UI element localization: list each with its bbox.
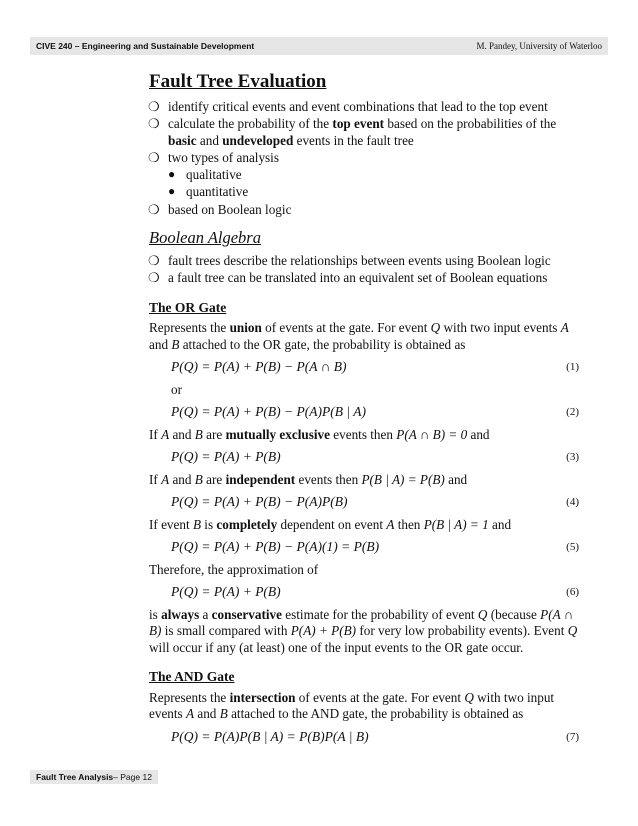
equation-number: (6) <box>566 586 579 598</box>
bullet-text: based on the probabilities of the <box>384 116 557 131</box>
equation-6 <box>171 584 579 601</box>
bullet-text: calculate the probability of the <box>168 116 333 131</box>
equation-text: P(Q) = P(A) + P(B) − P(A)P(B | A) <box>171 404 366 419</box>
equation-3 <box>171 449 579 466</box>
list-item <box>149 99 579 116</box>
circle-bullet-icon: ❍ <box>148 270 160 285</box>
or-gate-intro: Represents the union of events at the gate. For event Q with two input events A and B attached to the OR gate, the probability is obtained as <box>149 320 569 352</box>
equation-number: (2) <box>566 406 579 418</box>
equation-number: (4) <box>566 496 579 508</box>
bold-term: top event <box>332 116 385 131</box>
circle-bullet-icon: ❍ <box>148 150 160 165</box>
equation-number: (7) <box>566 730 579 743</box>
equation-number: (1) <box>566 361 579 373</box>
bullet-text: qualitative <box>186 166 242 182</box>
circle-bullet-icon: ❍ <box>148 116 160 131</box>
bullet-text: quantitative <box>186 184 249 199</box>
equation-text: P(Q) = P(A) + P(B) <box>171 449 281 464</box>
bullet-text: a fault tree can be translated into an equivalent set of Boolean equations <box>168 270 548 285</box>
dot-bullet-icon: ● <box>168 184 176 198</box>
equation-text: P(Q) = P(A)P(B | A) = P(B)P(A | B) <box>171 728 369 744</box>
bold-term: undeveloped <box>222 132 294 148</box>
completely-dependent-condition: If event B is completely dependent on event A then P(B | A) = 1 and <box>149 516 512 532</box>
bullet-text: fault trees describe the relationships between events using Boolean logic <box>168 252 551 268</box>
list-item <box>149 253 579 270</box>
list-item <box>149 116 579 149</box>
circle-bullet-icon: ❍ <box>148 98 160 114</box>
sub-list-item <box>168 167 579 184</box>
equation-7 <box>171 729 579 746</box>
dot-bullet-icon: ● <box>168 166 176 181</box>
and-gate-intro: Represents the intersection of events at the gate. For event Q with two input events A and B attached to the AND gate, the probability is obtained as <box>149 689 555 721</box>
section-heading-and-gate: The AND Gate <box>149 669 235 684</box>
equation-1 <box>171 359 579 376</box>
bold-term: basic <box>168 132 197 148</box>
section-heading-or-gate: The OR Gate <box>149 299 227 315</box>
independent-condition: If A and B are independent events then P(B | A) = P(B) and <box>149 471 468 487</box>
page-title: Fault Tree Evaluation <box>149 71 327 92</box>
bullet-text: based on Boolean logic <box>168 201 292 217</box>
equation-text: P(Q) = P(A) + P(B) − P(A)P(B) <box>171 494 348 509</box>
sub-bullet-list <box>168 167 579 201</box>
or-text: or <box>171 381 182 397</box>
bullet-text: two types of analysis <box>168 150 279 165</box>
bullet-text: identify critical events and event combinations that lead to the top event <box>168 98 548 114</box>
section-heading-boolean-algebra: Boolean Algebra <box>149 228 261 247</box>
equation-text: P(Q) = P(A) + P(B) <box>171 584 281 599</box>
equation-2 <box>171 404 579 421</box>
equation-number: (3) <box>566 451 579 463</box>
equation-5 <box>171 539 579 556</box>
page-header <box>30 37 608 55</box>
page-footer <box>30 770 158 784</box>
equation-number: (5) <box>566 541 579 553</box>
bullet-text: and <box>196 132 223 148</box>
page-content <box>149 72 579 751</box>
circle-bullet-icon: ❍ <box>148 252 160 268</box>
list-item <box>149 202 579 219</box>
course-title: CIVE 240 – Engineering and Sustainable Development <box>36 41 255 51</box>
intro-bullet-list <box>149 99 579 219</box>
bullet-text: events in the fault tree <box>293 132 414 148</box>
conservative-estimate-paragraph: is always a conservative estimate for the probability of event Q (because P(A ∩ B) is small compared with P(A) + P(B) for very low probability events). Event Q will occur if any (at least) one of the input events to the OR gate occur. <box>149 606 578 655</box>
footer-label: Fault Tree Analysis <box>36 772 114 782</box>
author-affiliation: M. Pandey, University of Waterloo <box>476 41 602 51</box>
equation-4 <box>171 494 579 511</box>
boolean-bullet-list <box>149 253 579 287</box>
list-item <box>149 150 579 201</box>
therefore-text: Therefore, the approximation of <box>149 561 319 577</box>
list-item <box>149 270 579 287</box>
page-number: – Page 12 <box>113 772 152 782</box>
sub-list-item <box>168 184 579 201</box>
equation-text: P(Q) = P(A) + P(B) − P(A ∩ B) <box>171 359 347 374</box>
circle-bullet-icon: ❍ <box>148 201 160 217</box>
mutually-exclusive-condition: If A and B are mutually exclusive events then P(A ∩ B) = 0 and <box>149 426 490 442</box>
equation-text: P(Q) = P(A) + P(B) − P(A)(1) = P(B) <box>171 539 380 554</box>
